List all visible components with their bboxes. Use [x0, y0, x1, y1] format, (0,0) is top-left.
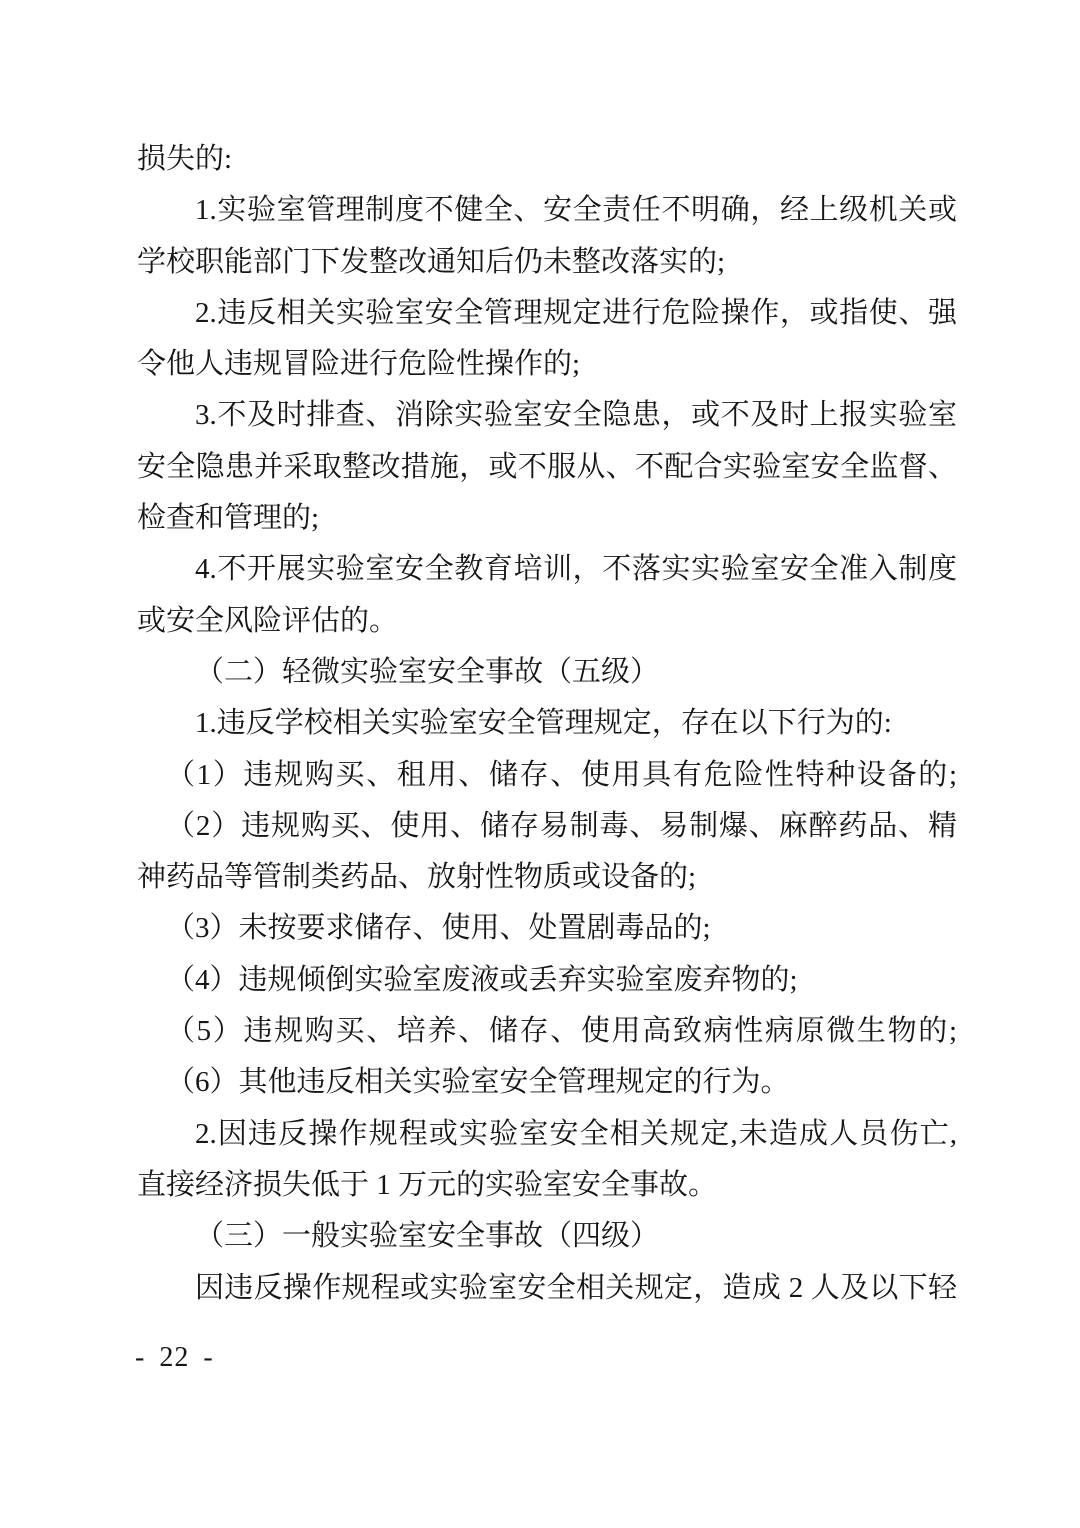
text-line: （1）违规购买、租用、储存、使用具有危险性特种设备的; — [166, 758, 957, 791]
text-line: 4.不开展实验室安全教育培训，不落实实验室安全准入制度 — [195, 553, 957, 586]
section-heading: （二）轻微实验室安全事故（五级） — [195, 655, 660, 688]
text-line: 1.违反学校相关实验室安全管理规定，存在以下行为的: — [195, 707, 892, 740]
text-line: 或安全风险评估的。 — [137, 604, 399, 637]
text-line: 2.违反相关实验室安全管理规定进行危险操作，或指使、强 — [195, 296, 957, 329]
section-heading: （三）一般实验室安全事故（四级） — [195, 1220, 660, 1253]
text-line: （6）其他违反相关实验室安全管理规定的行为。 — [166, 1066, 790, 1099]
text-line: 神药品等管制类药品、放射性物质或设备的; — [137, 861, 697, 894]
text-line: 学校职能部门下发整改通知后仍未整改落实的; — [137, 245, 726, 278]
text-line: （5）违规购买、培养、储存、使用高致病性病原微生物的; — [166, 1015, 957, 1048]
text-line: 3.不及时排查、消除实验室安全隐患，或不及时上报实验室 — [195, 399, 957, 432]
text-line: 1.实验室管理制度不健全、安全责任不明确，经上级机关或 — [195, 194, 957, 227]
document-text — [137, 134, 957, 1314]
text-line: （2）违规购买、使用、储存易制毒、易制爆、麻醉药品、精 — [166, 809, 957, 842]
page-number: - 22 - — [135, 1342, 214, 1373]
text-line: 损失的: — [137, 143, 233, 175]
text-line: 令他人违规冒险进行危险性操作的; — [137, 348, 581, 381]
text-line: 检查和管理的; — [137, 502, 320, 535]
text-line: 2.因违反操作规程或实验室安全相关规定,未造成人员伤亡, — [195, 1117, 957, 1150]
text-line: 因违反操作规程或实验室安全相关规定，造成 2 人及以下轻 — [195, 1271, 957, 1304]
text-line: （3）未按要求储存、使用、处置剧毒品的; — [166, 912, 711, 945]
text-line: 安全隐患并采取整改措施，或不服从、不配合实验室安全监督、 — [137, 450, 957, 483]
text-line: 直接经济损失低于 1 万元的实验室安全事故。 — [137, 1168, 718, 1201]
text-line: （4）违规倾倒实验室废液或丢弃实验室废弃物的; — [166, 963, 798, 996]
